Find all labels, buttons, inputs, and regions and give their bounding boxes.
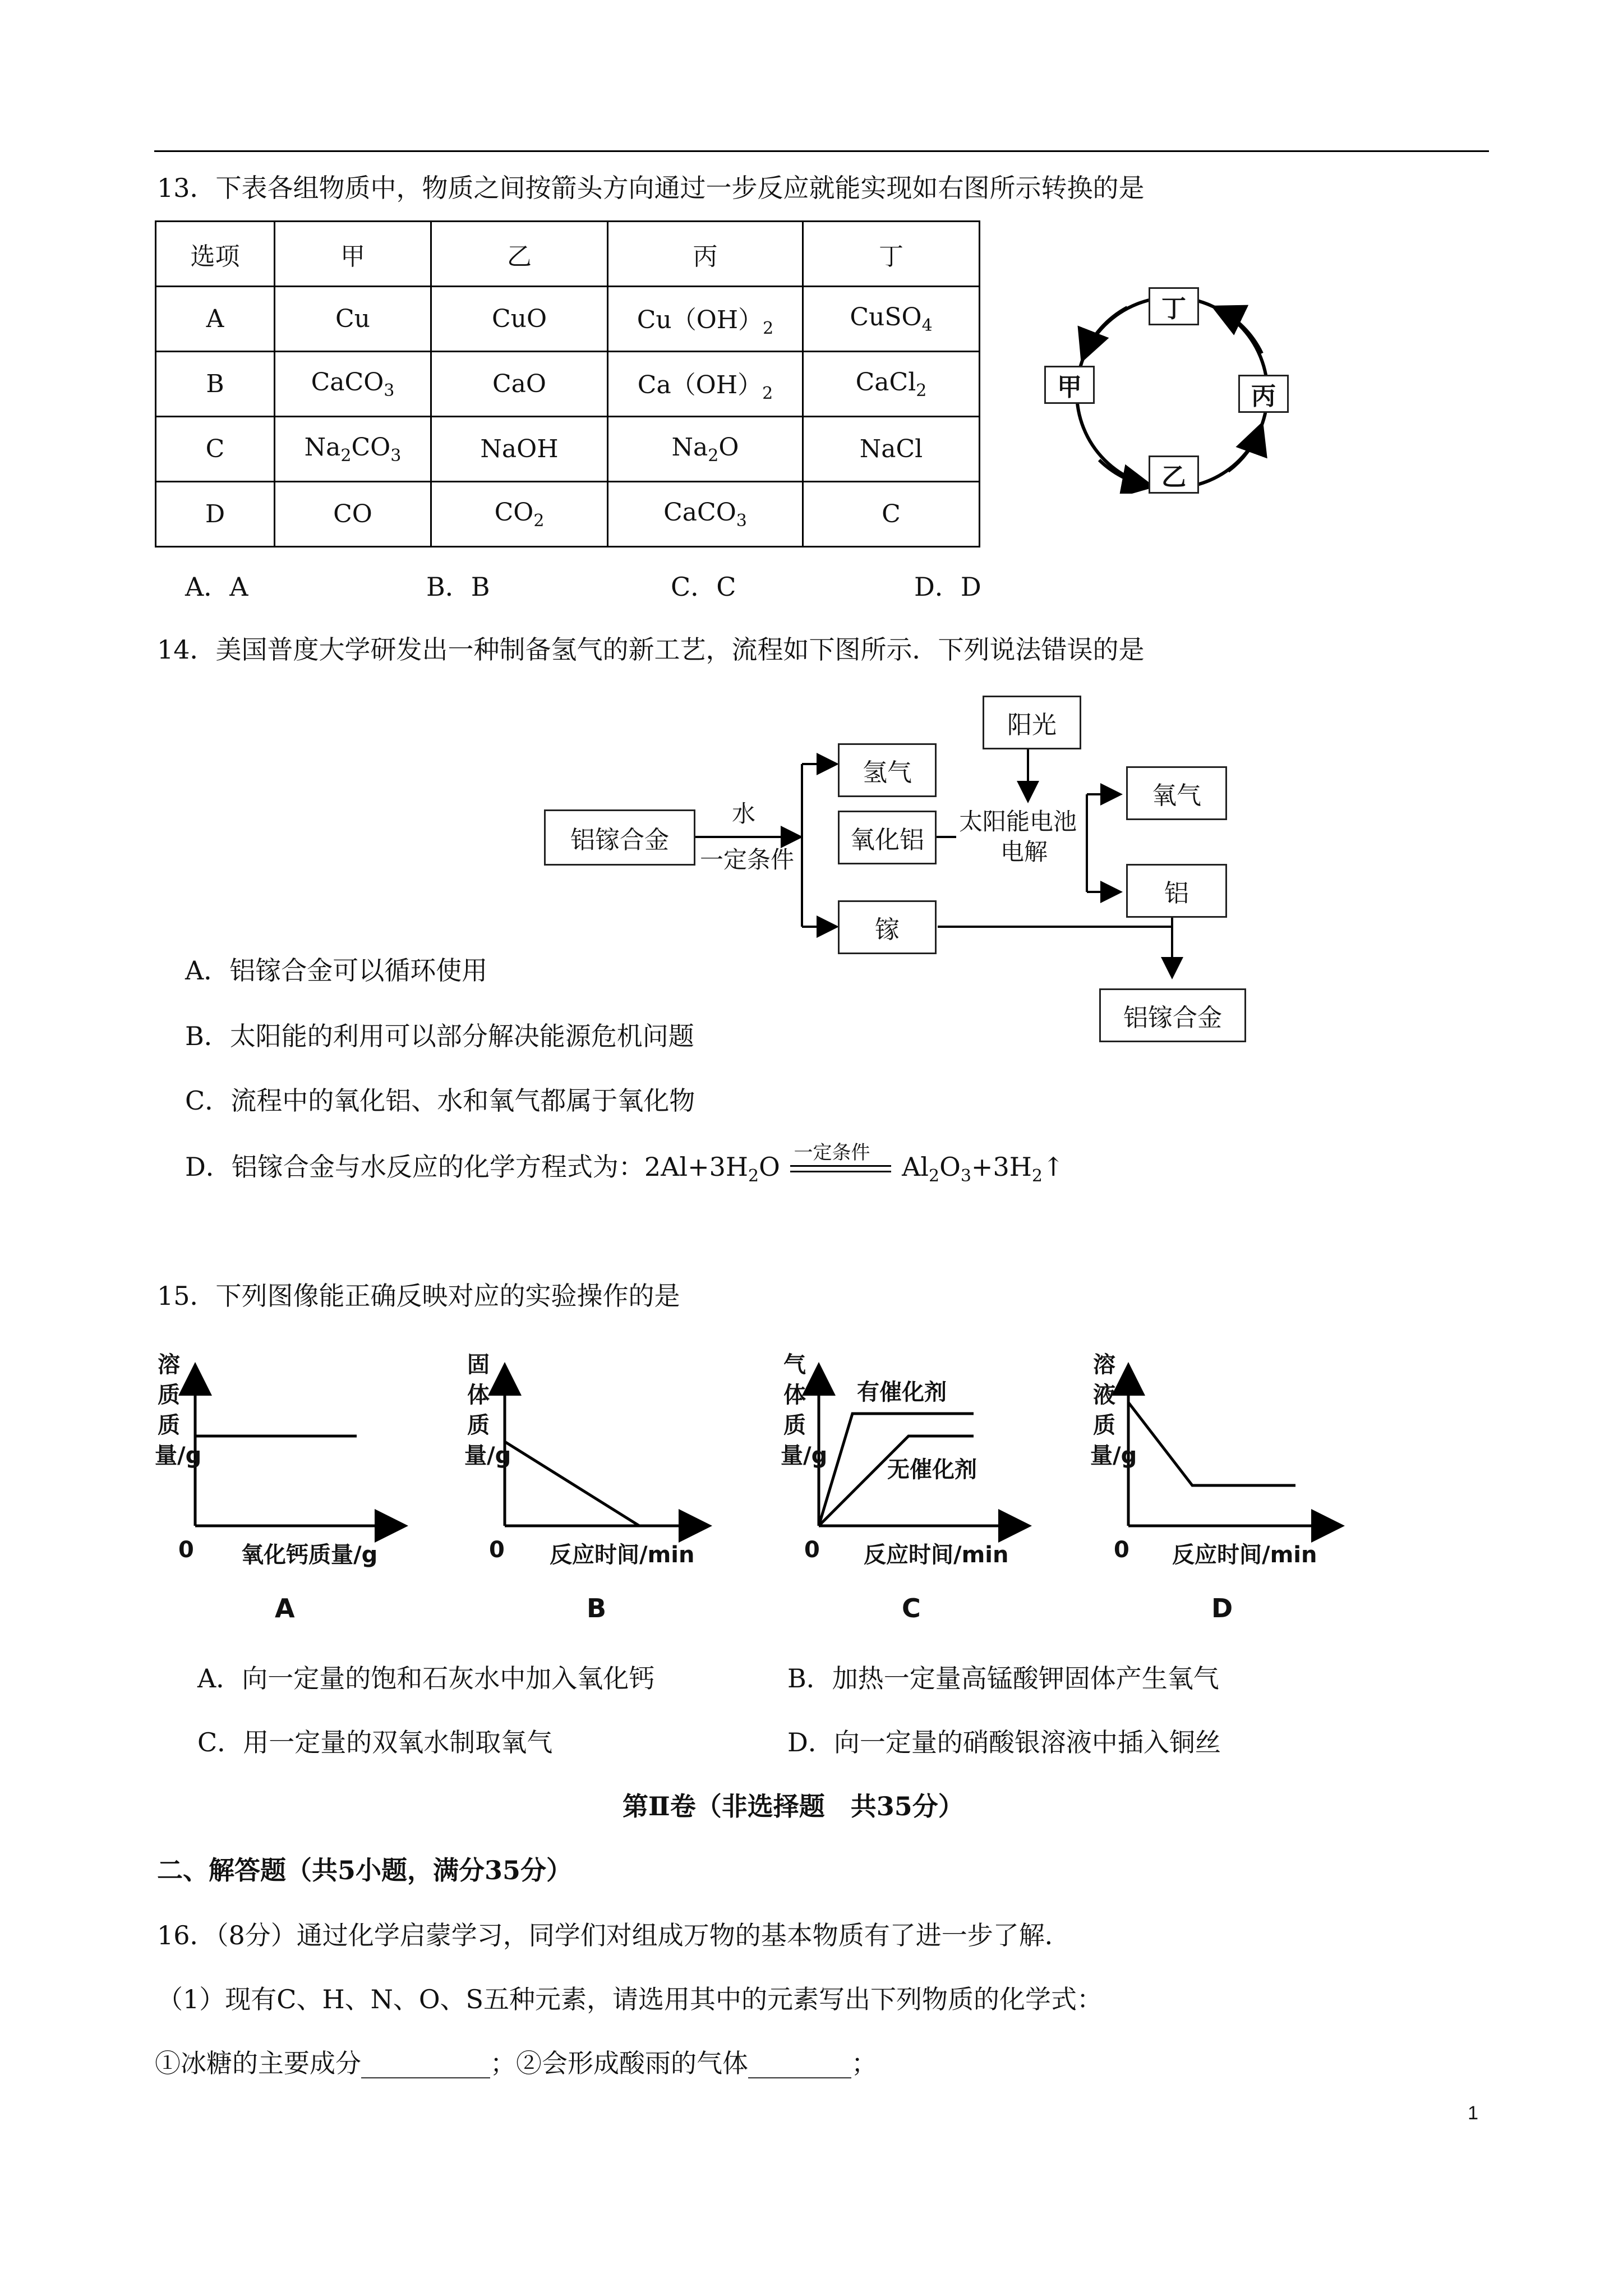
graph-c-letter: C [902, 1593, 921, 1623]
flow-box-sun: 阳光 [983, 696, 1081, 749]
graph-d-ylabel: 溶液质量/g [1090, 1352, 1137, 1469]
cycle-node-ding: 丁 [1149, 287, 1199, 325]
equation-right: $Al_2O_3+3H_2↑$ [902, 1152, 1064, 1186]
flow-box-hydrogen: 氢气 [838, 743, 937, 797]
graph-c-curve-catalyst: 有催化剂 [857, 1379, 947, 1405]
cycle-node-yi: 乙 [1149, 455, 1199, 494]
q16-item1: ①冰糖的主要成分__________；②会形成酸雨的气体________； [155, 2048, 877, 2078]
graph-a-xlabel: 氧化钙质量/g [241, 1542, 378, 1568]
table-cell: $Na_2CO_3$ [275, 417, 431, 482]
table-cell: C [803, 482, 980, 547]
flow-label-water: 水 [732, 800, 756, 827]
q14-option-c: C．流程中的氧化铝、水和氧气都属于氧化物 [185, 1085, 695, 1116]
table-cell: B [156, 352, 275, 417]
flow-box-gallium: 镓 [838, 900, 937, 954]
q16-stem: 16．（8分）通过化学启蒙学习，同学们对组成万物的基本物质有了进一步了解． [157, 1920, 1071, 1950]
q15-option-c: C．用一定量的双氧水制取氧气 [197, 1727, 553, 1757]
graph-c-curve-no-catalyst: 无催化剂 [887, 1457, 977, 1483]
q15-stem: 15．下列图像能正确反映对应的实验操作的是 [157, 1281, 680, 1311]
table-header-row [156, 222, 980, 287]
q13-option-b: B．B [426, 572, 490, 602]
table-row [156, 417, 980, 482]
q15-option-a: A．向一定量的饱和石灰水中加入氧化钙 [197, 1663, 655, 1694]
graph-c-origin: 0 [804, 1537, 820, 1563]
table-cell: CaCl$_2$ [803, 352, 980, 417]
table-cell: C [156, 417, 275, 482]
graph-b-letter: B [587, 1593, 607, 1623]
graph-a-letter: A [275, 1593, 295, 1623]
page-number: 1 [1468, 2102, 1478, 2124]
table-cell: CaCO$_3$ [608, 482, 803, 547]
header-rule [154, 150, 1489, 152]
q16-sub1: （1）现有C、H、N、O、S五种元素，请选用其中的元素写出下列物质的化学式： [157, 1984, 1103, 2014]
q15-option-b: B．加热一定量高锰酸钾固体产生氧气 [787, 1663, 1219, 1694]
graph-d-letter: D [1211, 1593, 1233, 1623]
graph-b-xlabel: 反应时间/min [550, 1542, 695, 1568]
flow-box-aluminum: 铝 [1126, 864, 1227, 918]
table-cell: CaO [431, 352, 608, 417]
section-title: 第Ⅱ卷（非选择题 共35分） [623, 1791, 964, 1821]
graph-a-ylabel: 溶质质量/g [155, 1352, 202, 1469]
table-header: 选项 [156, 222, 275, 287]
graph-c-xlabel: 反应时间/min [864, 1542, 1009, 1568]
graph-b-origin: 0 [489, 1537, 505, 1563]
flow-label-solar-cell: 太阳能电池 [959, 808, 1077, 835]
table-cell: $Na_2O$ [608, 417, 803, 482]
q14-stem: 14．美国普度大学研发出一种制备氢气的新工艺，流程如下图所示．下列说法错误的是 [157, 634, 1145, 665]
table-header: 丙 [608, 222, 803, 287]
equation-condition-arrow [790, 1142, 891, 1183]
q14-option-a: A．铝镓合金可以循环使用 [185, 955, 488, 986]
cycle-node-jia: 甲 [1044, 366, 1095, 404]
table-row [156, 287, 980, 352]
graph-c-ylabel: 气体质量/g [781, 1352, 828, 1469]
cycle-node-bing: 丙 [1238, 375, 1289, 413]
q13-option-d: D．D [914, 572, 981, 602]
flow-label-electrolysis: 电解 [1000, 838, 1048, 866]
flow-box-alloy-output: 铝镓合金 [1099, 988, 1246, 1042]
equation-condition: 一定条件 [794, 1142, 870, 1164]
part2-heading: 二、解答题（共5小题，满分35分） [157, 1855, 573, 1885]
table-cell: CuO [431, 287, 608, 352]
table-cell: CuSO$_4$ [803, 287, 980, 352]
table-header: 甲 [275, 222, 431, 287]
table-cell: NaCl [803, 417, 980, 482]
q13-stem: 13．下表各组物质中，物质之间按箭头方向通过一步反应就能实现如右图所示转换的是 [157, 173, 1145, 203]
q13-option-a: A．A [185, 572, 248, 602]
table-row [156, 482, 980, 547]
table-cell: $Ca(OH)_2$ [608, 352, 803, 417]
flow-label-condition: 一定条件 [700, 846, 795, 873]
q14-option-d [185, 1142, 1064, 1193]
graph-b-ylabel: 固体质量/g [464, 1352, 511, 1469]
flow-box-alloy: 铝镓合金 [544, 809, 695, 866]
q15-option-d: D．向一定量的硝酸银溶液中插入铜丝 [787, 1727, 1221, 1757]
table-cell: A [156, 287, 275, 352]
table-cell: CaCO$_3$ [275, 352, 431, 417]
equation-left: D．铝镓合金与水反应的化学方程式为：$2Al+3H_2O$ [185, 1152, 780, 1186]
table-cell: $Cu(OH)_2$ [608, 287, 803, 352]
graph-d-origin: 0 [1114, 1537, 1129, 1563]
q13-table [155, 220, 980, 547]
graph-a-origin: 0 [178, 1537, 194, 1563]
flow-box-alumina: 氧化铝 [838, 811, 937, 864]
graph-d-xlabel: 反应时间/min [1172, 1542, 1317, 1568]
table-row [156, 352, 980, 417]
q13-option-c: C．C [671, 572, 736, 602]
table-cell: $CO_2$ [431, 482, 608, 547]
table-cell: D [156, 482, 275, 547]
table-cell: Cu [275, 287, 431, 352]
flow-box-oxygen: 氧气 [1126, 766, 1227, 820]
q14-option-b: B．太阳能的利用可以部分解决能源危机问题 [185, 1021, 694, 1051]
table-header: 乙 [431, 222, 608, 287]
table-cell: NaOH [431, 417, 608, 482]
table-cell: CO [275, 482, 431, 547]
table-header: 丁 [803, 222, 980, 287]
